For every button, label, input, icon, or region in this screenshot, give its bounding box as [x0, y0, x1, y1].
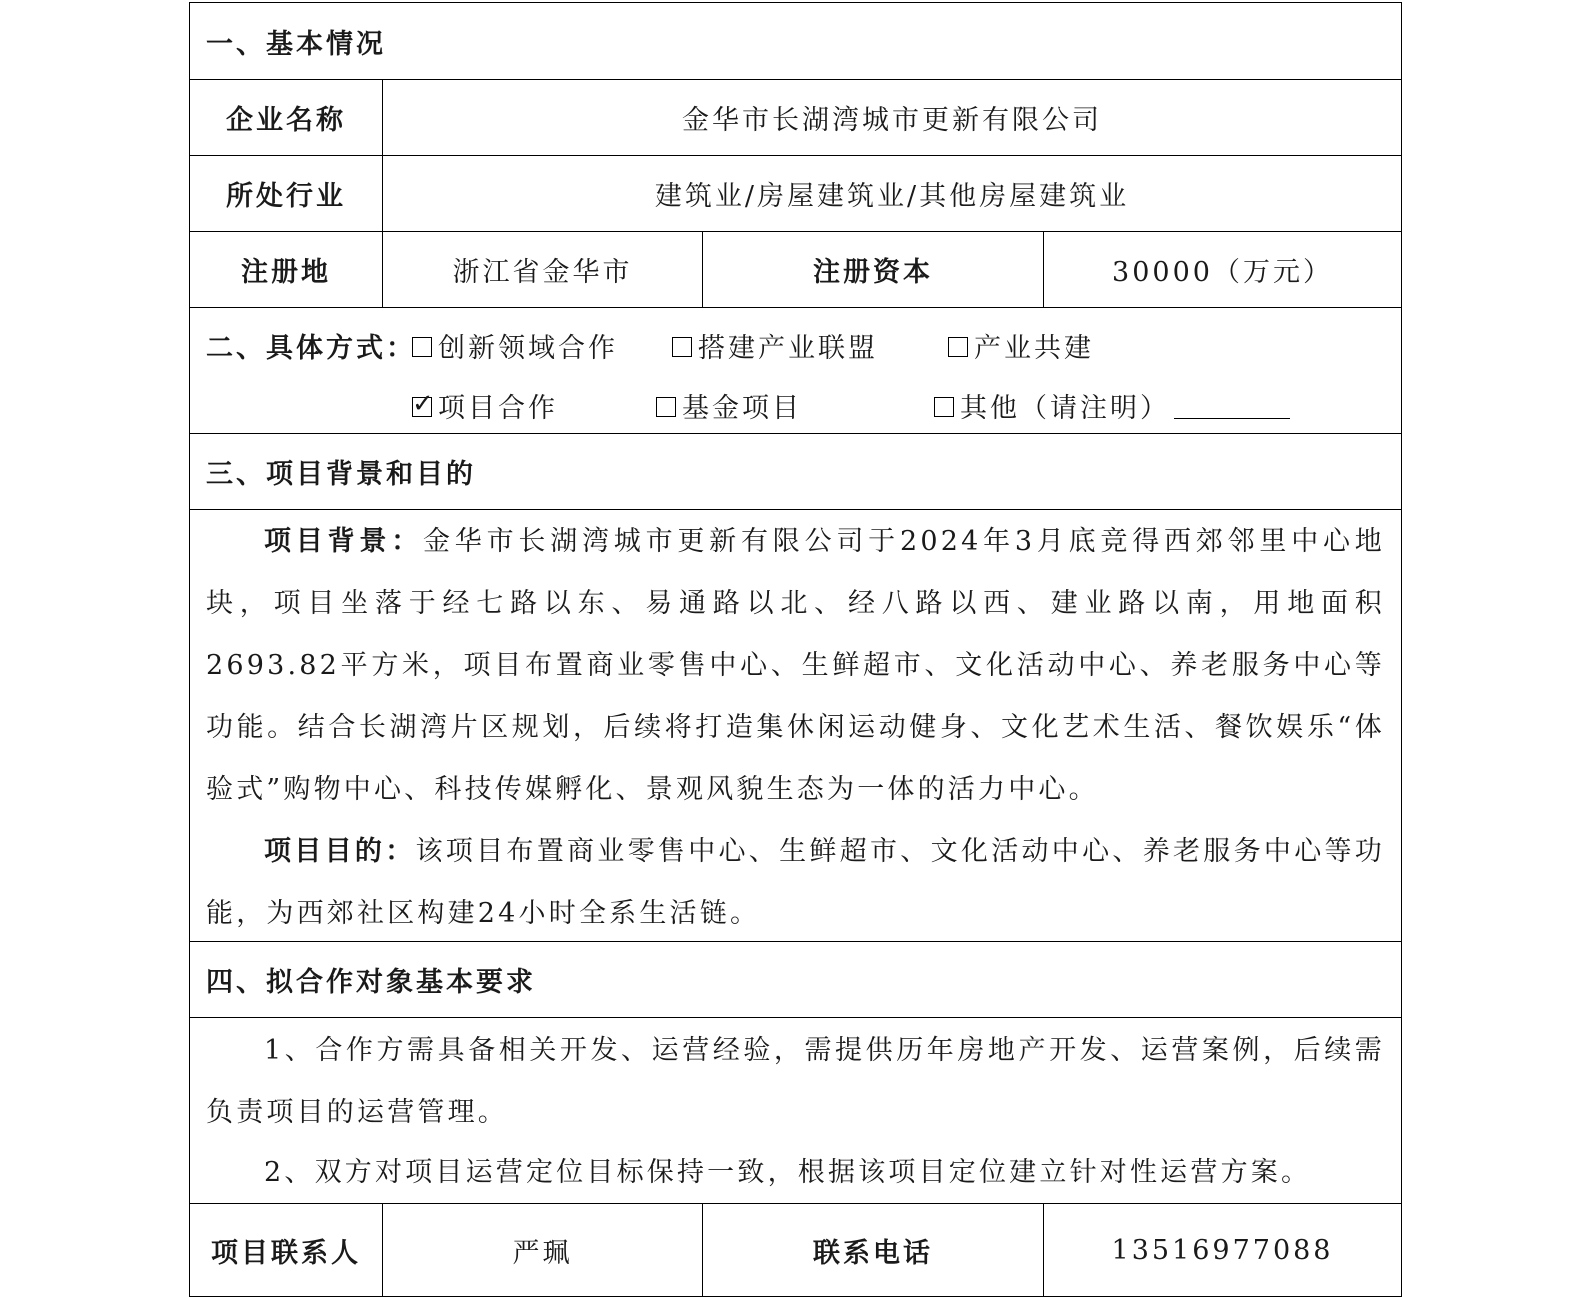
section-title: 三、项目背景和目的: [206, 459, 476, 490]
industry-value: 建筑业/房屋建筑业/其他房屋建筑业: [382, 156, 1401, 231]
section-title: 一、基本情况: [206, 28, 386, 60]
requirement-2: 2、双方对项目运营定位目标保持一致，根据该项目定位建立针对性运营方案。: [264, 1157, 1312, 1188]
checkbox-icon[interactable]: [656, 397, 676, 417]
requirements-body: [190, 1017, 1401, 1203]
registration-row: [190, 231, 1401, 307]
background-lead: 项目背景：: [264, 526, 423, 557]
purpose-text: 该项目布置商业零售中心、生鲜超市、文化活动中心、养老服务中心等功能，为西郊社区构建24小时全系生活链。: [206, 836, 1385, 929]
requirement-1: 1、合作方需具备相关开发、运营经验，需提供历年房地产开发、运营案例，后续需负责项目的运营管理。: [206, 1035, 1385, 1128]
checkbox-icon[interactable]: [948, 337, 968, 357]
reg-capital-value: 30000（万元）: [1043, 232, 1401, 307]
section-title: 二、具体方式：: [206, 333, 416, 364]
reg-capital-label: 注册资本: [702, 232, 1043, 307]
fill-in-blank[interactable]: [1174, 392, 1290, 419]
contact-phone-value: 13516977088: [1043, 1204, 1401, 1296]
option-co-build[interactable]: 产业共建: [948, 326, 1094, 365]
industry-label: 所处行业: [226, 181, 346, 212]
checkbox-icon[interactable]: [672, 337, 692, 357]
section-requirements: [190, 941, 1401, 1017]
checkbox-checked-icon[interactable]: [412, 397, 432, 417]
background-paragraph: [206, 511, 1385, 821]
contact-row: [190, 1203, 1401, 1296]
reg-place-label: 注册地: [241, 257, 331, 288]
contact-person-value: 严珮: [382, 1204, 702, 1296]
reg-place-value: 浙江省金华市: [382, 232, 702, 307]
section-basic-info: [190, 2, 1401, 79]
checkbox-icon[interactable]: [934, 397, 954, 417]
industry-row: [190, 155, 1401, 231]
purpose-lead: 项目目的：: [264, 836, 416, 867]
cooperation-form: [189, 2, 1402, 1297]
section-background: [190, 433, 1401, 509]
option-project[interactable]: ✓ 项目合作: [412, 386, 558, 425]
contact-person-label: 项目联系人: [211, 1237, 361, 1269]
company-row: [190, 79, 1401, 155]
checkbox-icon[interactable]: [412, 337, 432, 357]
option-fund[interactable]: 基金项目: [656, 386, 802, 425]
section-cooperation-method: [190, 307, 1401, 433]
background-text: 金华市长湖湾城市更新有限公司于2024年3月底竞得西郊邻里中心地块，项目坐落于经七路以东、易通路以北、经八路以西、建业路以南，用地面积2693.82平方米，项目布置商业零售中心、生鲜超市、文化活动中心、养老服务中心等功能。结合长湖湾片区规划，后续将打造集休闲运动健身、文化艺术生活、餐饮娱乐“体验式”购物中心、科技传媒孵化、景观风貌生态为一体的活力中心。: [206, 526, 1386, 805]
option-innovation[interactable]: 创新领域合作: [412, 326, 618, 365]
option-other[interactable]: 其他（请注明）: [934, 386, 1290, 425]
company-label: 企业名称: [226, 105, 346, 136]
section-title: 四、拟合作对象基本要求: [206, 967, 536, 998]
purpose-paragraph: [206, 821, 1385, 945]
contact-phone-label: 联系电话: [702, 1204, 1043, 1296]
background-body: [190, 509, 1401, 941]
company-value: 金华市长湖湾城市更新有限公司: [382, 80, 1401, 155]
option-alliance[interactable]: 搭建产业联盟: [672, 326, 878, 365]
